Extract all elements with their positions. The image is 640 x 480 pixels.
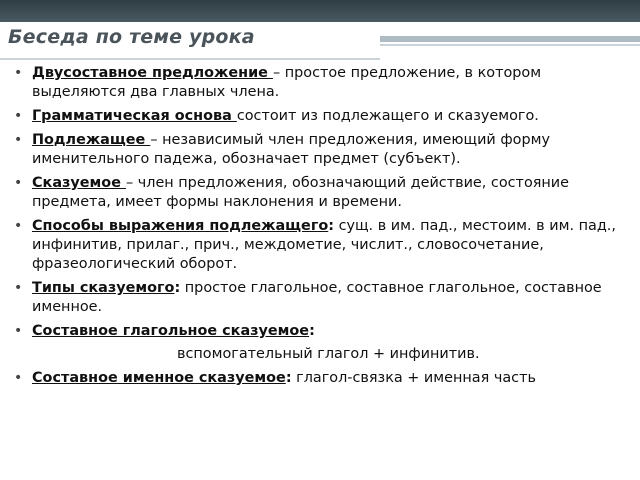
colon: : (174, 280, 181, 296)
decorative-rule (0, 58, 380, 60)
term: Грамматическая основа (32, 108, 237, 124)
definition: глагол-связка + именная часть (291, 370, 536, 386)
list-item (14, 279, 630, 317)
colon: : (328, 218, 334, 234)
decorative-rule (380, 36, 640, 42)
definition: – независимый член предложения, имеющий форму именительного падежа, обозначает предмет (субъект). (32, 132, 550, 167)
term: Способы выражения подлежащего (32, 218, 329, 234)
slide-title: Беседа по теме урока (8, 26, 255, 48)
term: Составное именное сказуемое (32, 370, 286, 386)
term: Двусоставное предложение (32, 65, 273, 81)
bullet-icon: • (14, 370, 23, 386)
list-item (14, 322, 630, 364)
term: Сказуемое (32, 175, 126, 191)
bullet-icon: • (14, 65, 23, 81)
bullet-icon: • (14, 323, 23, 339)
definition: – простое предложение, в котором выделяются два главных члена. (32, 65, 542, 100)
bullet-icon: • (14, 280, 23, 296)
bullet-icon: • (14, 175, 23, 191)
definition: сущ. в им. пад., местоим. в им. пад., инфинитив, прилаг., прич., междометие, числит., словосочетание, фразеологический оборот. (32, 218, 616, 272)
list-item (14, 131, 630, 169)
term: Подлежащее (32, 132, 151, 148)
bullet-icon: • (14, 132, 23, 148)
bullet-icon: • (14, 218, 23, 234)
definition: состоит из подлежащего и сказуемого. (236, 108, 539, 124)
list-item (14, 369, 630, 388)
colon: : (285, 370, 292, 386)
term: Составное глагольное сказуемое (32, 323, 310, 339)
term: Типы сказуемого (32, 280, 175, 296)
top-bar (0, 0, 640, 22)
colon: : (309, 323, 315, 339)
list-item (14, 107, 630, 126)
decorative-rule (380, 44, 640, 46)
definitions-list-container (14, 64, 630, 393)
list-item (14, 217, 630, 274)
title-row (0, 22, 640, 62)
definition: – член предложения, обозначающий действие, состояние предмета, имеет формы наклонения и времени. (32, 175, 570, 210)
definition: простое глагольное, составное глагольное, составное именное. (32, 280, 602, 315)
bullet-icon: • (14, 108, 23, 124)
definition: вспомогательный глагол + инфинитив. (177, 346, 480, 362)
list-item (14, 174, 630, 212)
list-item (14, 64, 630, 102)
definitions-list (14, 64, 630, 388)
